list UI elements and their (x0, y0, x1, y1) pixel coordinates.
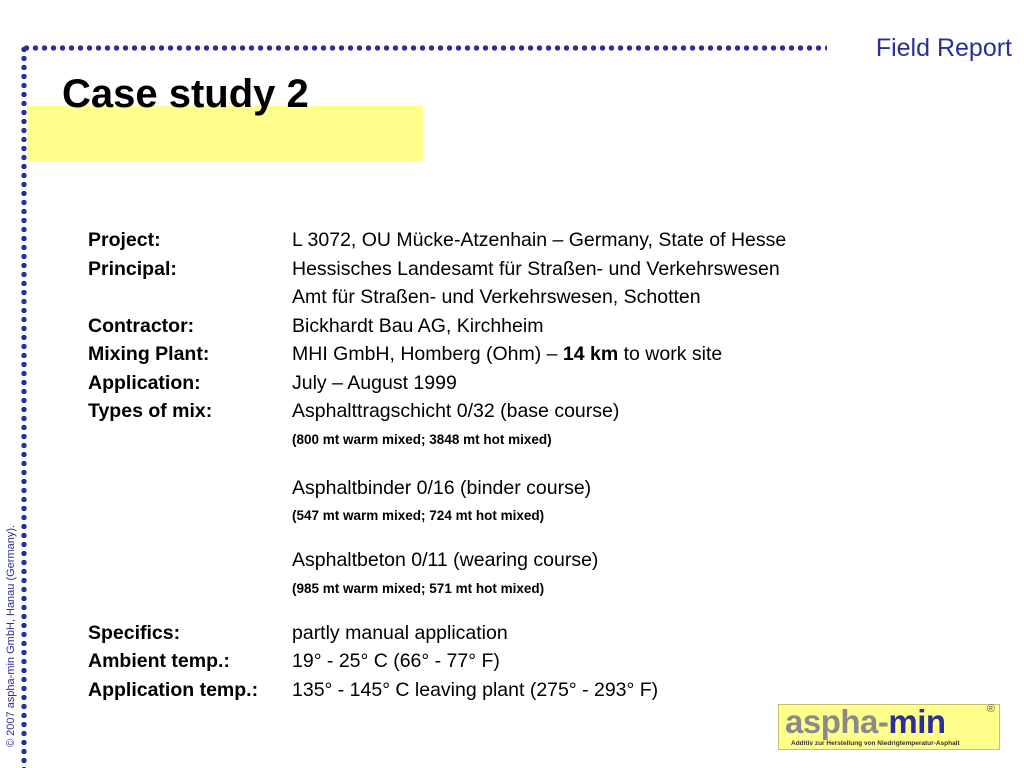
mix-name-base: Asphalttragschicht 0/32 (base course) (292, 400, 620, 422)
project-value: L 3072, OU Mücke-Atzenhain – Germany, State of Hesse (292, 229, 787, 251)
mixing-plant-label: Mixing Plant: (88, 343, 210, 365)
principal-label: Principal: (88, 257, 177, 280)
types-of-mix-label: Types of mix: (88, 400, 213, 422)
principal-value-2: Amt für Straßen- und Verkehrswesen, Schotten (292, 286, 701, 308)
logo-word-min: min (888, 703, 946, 740)
application-temp-row (88, 676, 948, 705)
mix-amounts-row (88, 502, 948, 530)
application-value: July – August 1999 (292, 371, 457, 394)
page-title: Case study 2 (62, 72, 309, 116)
mixing-plant-value (292, 340, 722, 369)
dotted-rule-horizontal (22, 45, 827, 51)
mix-name-binder: Asphaltbinder 0/16 (binder course) (292, 476, 592, 499)
application-temp-value: 135° - 145° C leaving plant (275° - 293° F) (292, 678, 659, 701)
mix-amounts-wearing: (985 mt warm mixed; 571 mt hot mixed) (292, 580, 545, 596)
ambient-temp-value: 19° - 25° C (66° - 77° F) (292, 650, 500, 672)
logo-tagline: Additiv zur Herstellung von Niedrigtemperatur-Asphalt (791, 740, 960, 747)
mixing-plant-name: MHI GmbH, Homberg (Ohm) – (292, 343, 563, 365)
principal-row-continued (88, 283, 948, 312)
application-row (88, 369, 948, 398)
copyright-notice: © 2007 aspha-min GmbH, Hanau (Germany). (5, 524, 17, 747)
contractor-value: Bickhardt Bau AG, Kirchheim (292, 314, 544, 337)
specifics-row (88, 619, 948, 648)
mixing-plant-row (88, 340, 948, 369)
ambient-temp-row (88, 647, 948, 676)
ambient-temp-label: Ambient temp.: (88, 650, 230, 672)
project-label: Project: (88, 229, 161, 251)
types-of-mix-row (88, 397, 948, 426)
mix-name-wearing: Asphaltbeton 0/11 (wearing course) (292, 549, 599, 571)
logo-wordmark (785, 703, 946, 741)
mix-amounts-row (88, 575, 948, 603)
principal-row (88, 255, 948, 284)
contractor-row (88, 312, 948, 341)
contractor-label: Contractor: (88, 314, 195, 337)
application-temp-label: Application temp.: (88, 678, 259, 701)
mix-amounts-binder: (547 mt warm mixed; 724 mt hot mixed) (292, 508, 545, 523)
field-report-label: Field Report (875, 34, 1012, 62)
registered-mark: ® (986, 703, 995, 715)
logo-word-aspha: aspha- (785, 703, 889, 740)
specifics-value: partly manual application (292, 621, 508, 644)
mixing-plant-suffix: to work site (618, 343, 723, 365)
mix-row (88, 474, 948, 503)
aspha-min-logo (778, 704, 1000, 750)
mix-amounts-base: (800 mt warm mixed; 3848 mt hot mixed) (292, 431, 552, 447)
mixing-plant-distance: 14 km (562, 343, 619, 365)
project-row (88, 226, 948, 255)
mix-row (88, 546, 948, 575)
specifics-label: Specifics: (88, 621, 181, 644)
mix-amounts-row (88, 426, 948, 454)
project-details (88, 226, 948, 704)
application-label: Application: (88, 371, 201, 394)
principal-value: Hessisches Landesamt für Straßen- und Verkehrswesen (292, 257, 780, 280)
